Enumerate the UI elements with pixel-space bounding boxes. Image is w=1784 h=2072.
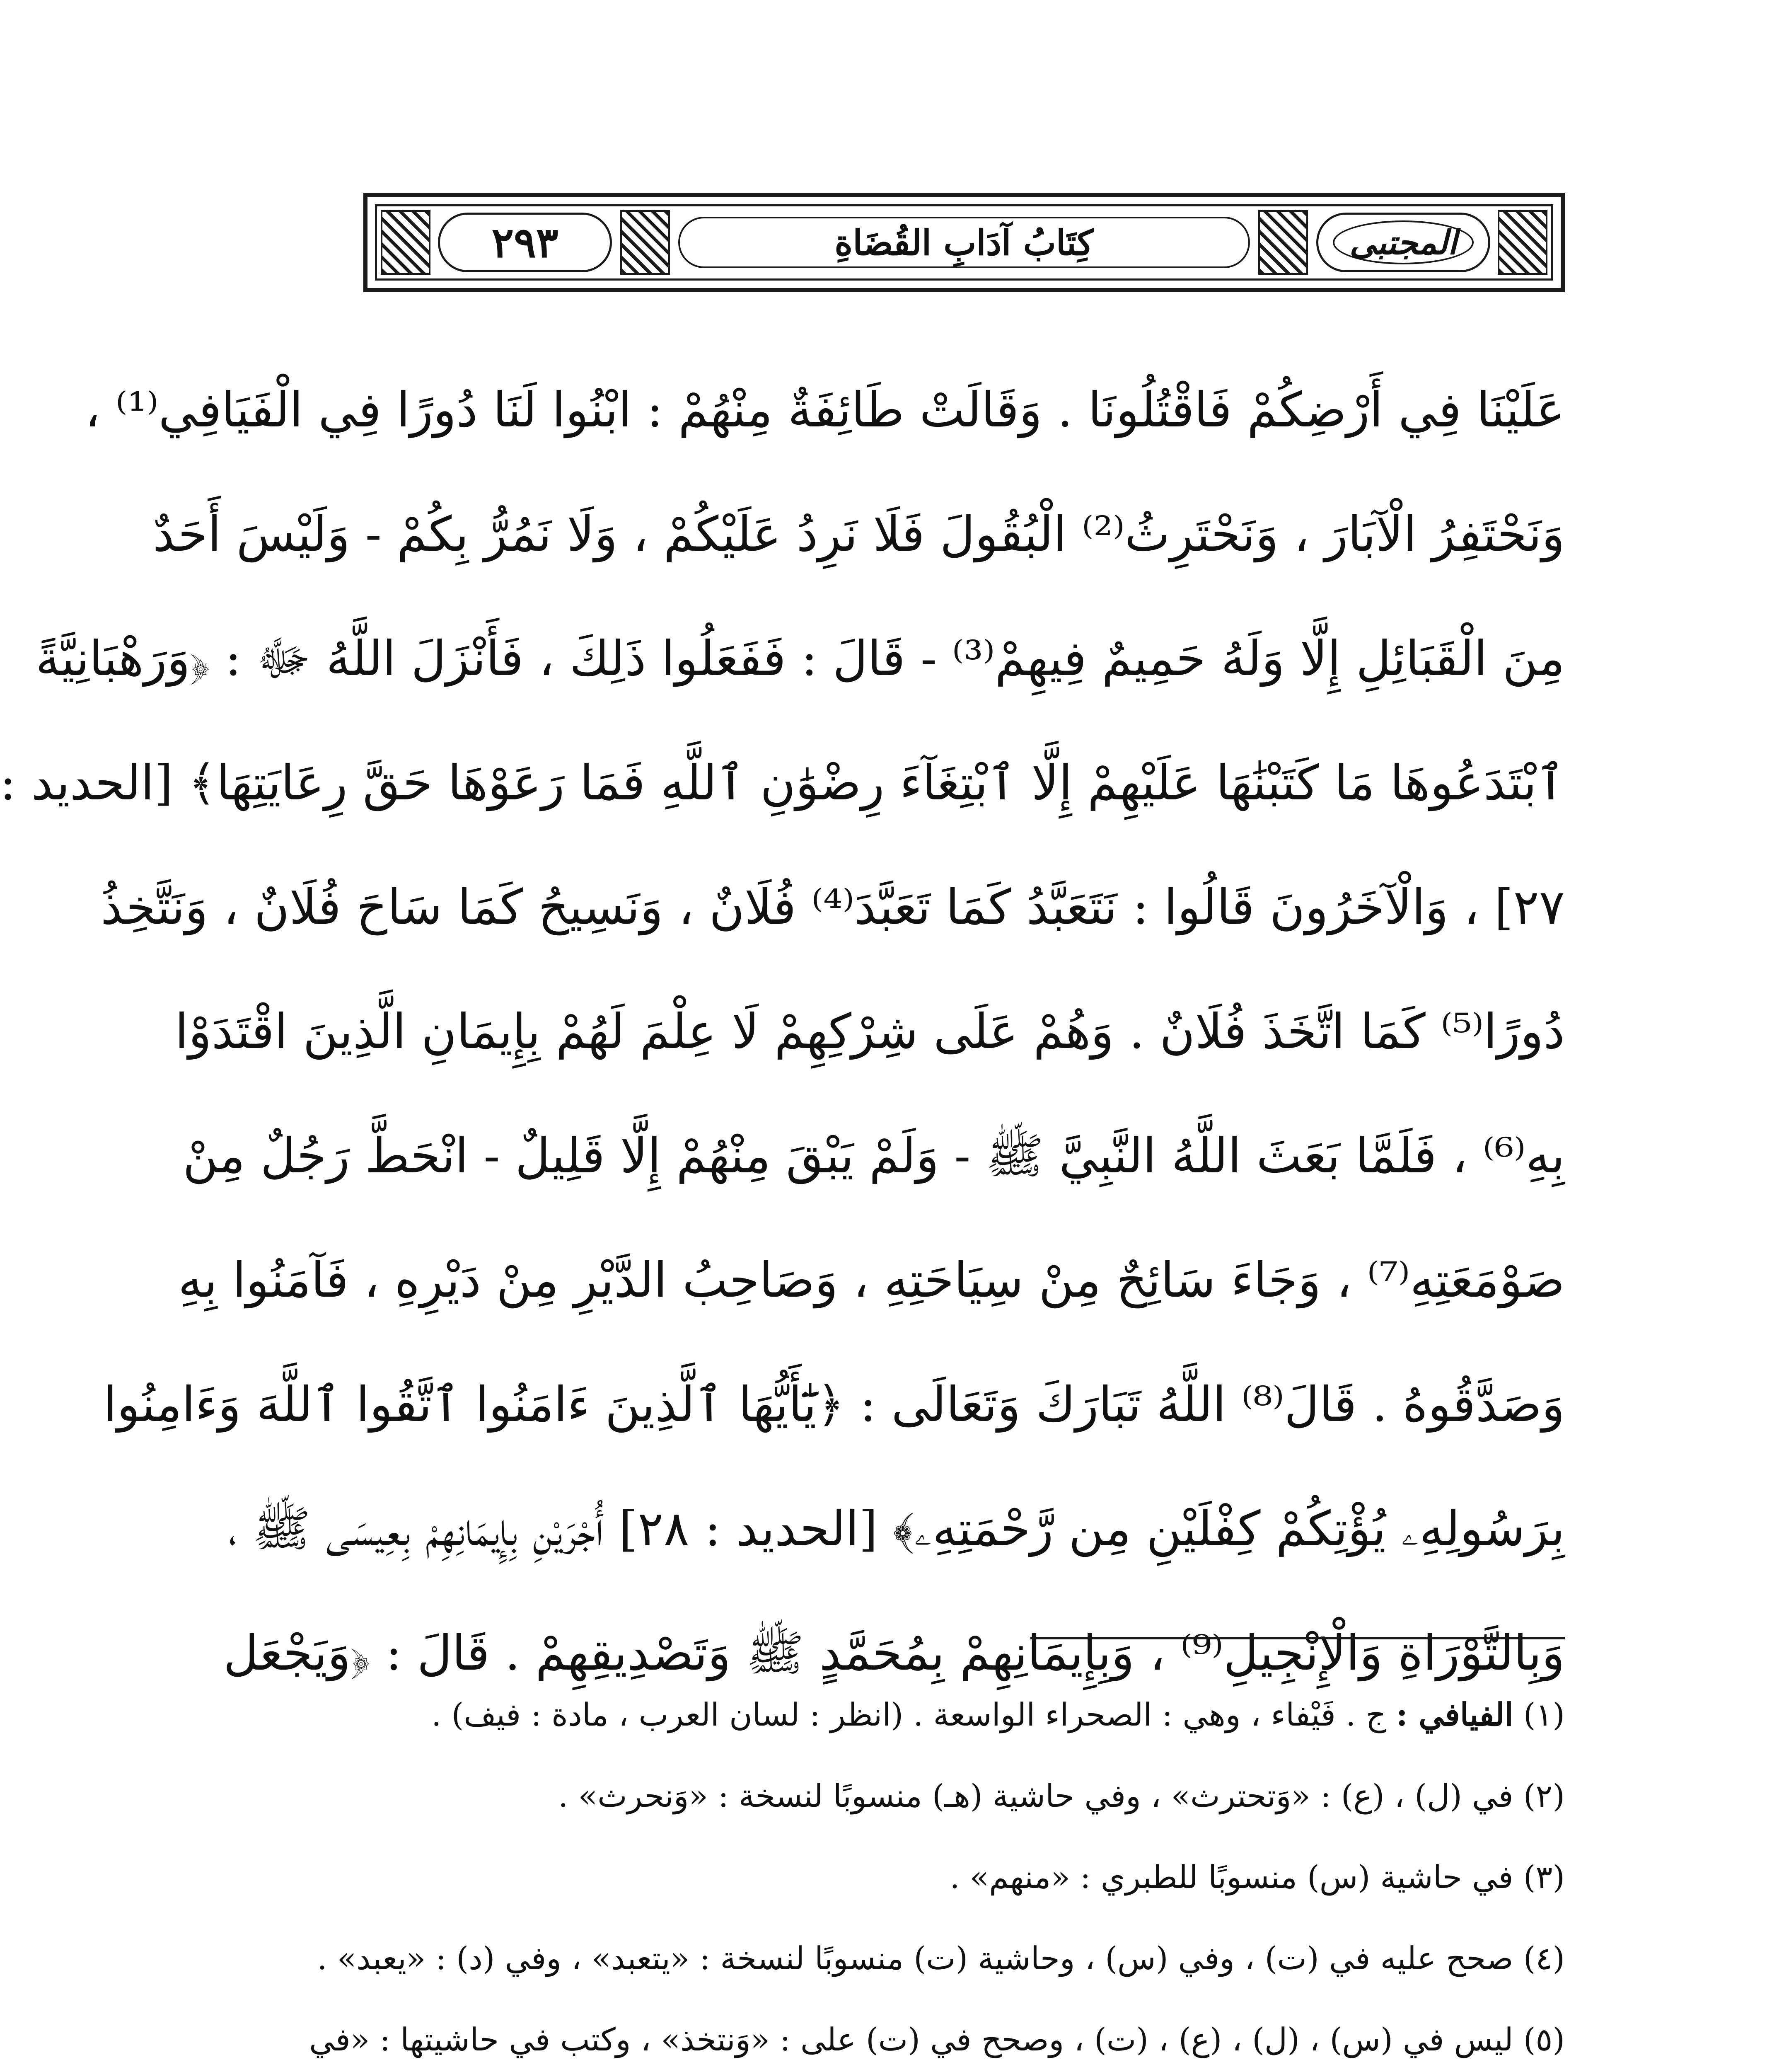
text-line-7: بِهِ⁽⁶⁾ ، فَلَمَّا بَعَثَ اللَّهُ النَّبِيَّ ﷺ - وَلَمْ يَبْقَ مِنْهُمْ إِلَّا قَلِيلٌ - انْحَطَّ رَجُلٌ مِنْ xyxy=(183,1128,1565,1184)
footnote-1-text: ج . فَيْفاء ، وهي : الصحراء الواسعة . (انظر : لسان العرب ، مادة : فيف) . xyxy=(431,1696,1386,1733)
text-line-11: وَبِالتَّوْرَاةِ وَالْإِنْجِيلِ⁽⁹⁾ ، وَبِإِيمَانِهِمْ بِمُحَمَّدٍ ﷺ وَتَصْدِيقِهِمْ . قَالَ : ﴿وَيَجْعَل xyxy=(223,1625,1565,1681)
text-line-2: وَنَحْتَفِرُ الْآبَارَ ، وَنَحْتَرِثُ⁽²⁾ الْبُقُولَ فَلَا نَرِدُ عَلَيْكُمْ ، وَلَا نَمُرُّ بِكُمْ - وَلَيْسَ أَحَدٌ xyxy=(152,506,1565,562)
text-line-6: دُورًا⁽⁵⁾ كَمَا اتَّخَذَ فُلَانٌ . وَهُمْ عَلَى شِرْكِهِمْ لَا عِلْمَ لَهُمْ بِإِيمَانِ الَّذِينَ اقْتَدَوْا xyxy=(175,1004,1565,1060)
footnote-2: (٢) في (ل) ، (ع) : «وَتحترث» ، وفي حاشية (هـ) منسوبًا لنسخة : «وَنحرث» . xyxy=(558,1777,1565,1814)
ornament-left-inner xyxy=(620,210,670,275)
footnote-3: (٣) في حاشية (س) منسوبًا للطبري : «منهم» . xyxy=(950,1859,1565,1895)
text-line-1: عَلَيْنَا فِي أَرْضِكُمْ فَاقْتُلُونَا . وَقَالَتْ طَائِفَةٌ مِنْهُمْ : ابْنُوا لَنَا دُورًا فِي الْفَيَافِي⁽¹⁾ ، xyxy=(85,382,1565,438)
footnote-1-number: (١) xyxy=(1523,1696,1565,1733)
title-cartouche xyxy=(678,217,1250,268)
text-line-10: بِرَسُولِهِۦ يُؤْتِكُمْ كِفْلَيْنِ مِن رَّحْمَتِهِۦ﴾ [الحديد : ٢٨] أُجْرَيْنِ بِإِيمَانِهِمْ بِعِيسَى ﷺ ، xyxy=(228,1501,1565,1557)
text-line-3: مِنَ الْقَبَائِلِ إِلَّا وَلَهُ حَمِيمٌ فِيهِمْ⁽³⁾ - قَالَ : فَفَعَلُوا ذَلِكَ ، فَأَنْزَلَ اللَّهُ ﷻ : ﴿وَرَهْبَانِيَّةً xyxy=(35,631,1565,687)
text-line-5: ٢٧] ، وَالْآخَرُونَ قَالُوا : نَتَعَبَّدُ كَمَا تَعَبَّدَ⁽⁴⁾ فُلَانٌ ، وَنَسِيحُ كَمَا سَاحَ فُلَانٌ ، وَنَتَّخِذُ xyxy=(101,879,1565,935)
book-title: كِتَابُ آدَابِ القُضَاةِ xyxy=(834,222,1094,263)
footnote-divider xyxy=(1030,1637,1565,1639)
main-text-body xyxy=(0,348,1565,1716)
text-line-4: ٱبْتَدَعُوهَا مَا كَتَبْنَٰهَا عَلَيْهِمْ إِلَّا ٱبْتِغَآءَ رِضْوَٰنِ ٱللَّهِ فَمَا رَعَوْهَا حَقَّ رِعَايَتِهَا﴾ [الحديد : xyxy=(0,755,1565,811)
ornament-right-outer xyxy=(1498,210,1547,275)
text-line-9: وَصَدَّقُوهُ . قَالَ⁽⁸⁾ اللَّهُ تَبَارَكَ وَتَعَالَى : ﴿يَٰٓأَيُّهَا ٱلَّذِينَ ءَامَنُوا ٱتَّقُوا ٱللَّهَ وَءَامِنُوا xyxy=(103,1377,1565,1433)
footnote-1-term: الفيافي : xyxy=(1396,1696,1513,1733)
footnotes xyxy=(309,1674,1565,2072)
text-line-8: صَوْمَعَتِهِ⁽⁷⁾ ، وَجَاءَ سَائِحٌ مِنْ سِيَاحَتِهِ ، وَصَاحِبُ الدَّيْرِ مِنْ دَيْرِهِ ، فَآمَنُوا بِهِ xyxy=(178,1252,1565,1308)
book-logo: المجتبى xyxy=(1333,220,1473,264)
page-number: ٢٩٣ xyxy=(491,218,558,267)
ornament-right-inner xyxy=(1258,210,1308,275)
page-number-cartouche xyxy=(438,213,612,272)
page-header xyxy=(363,193,1565,292)
footnote-5-line-1: (٥) ليس في (س) ، (ل) ، (ع) ، (ت) ، وصحح في (ت) على : «وَنتخذ» ، وكتب في حاشيتها : «في xyxy=(309,2021,1565,2058)
logo-cartouche xyxy=(1316,213,1490,272)
footnote-1 xyxy=(363,1674,1565,1755)
footnote-4: (٤) صحح عليه في (ت) ، وفي (س) ، وحاشية (ت) منسوبًا لنسخة : «يتعبد» ، وفي (د) : «يعبد» . xyxy=(317,1940,1565,1977)
ornament-left-outer xyxy=(381,210,430,275)
